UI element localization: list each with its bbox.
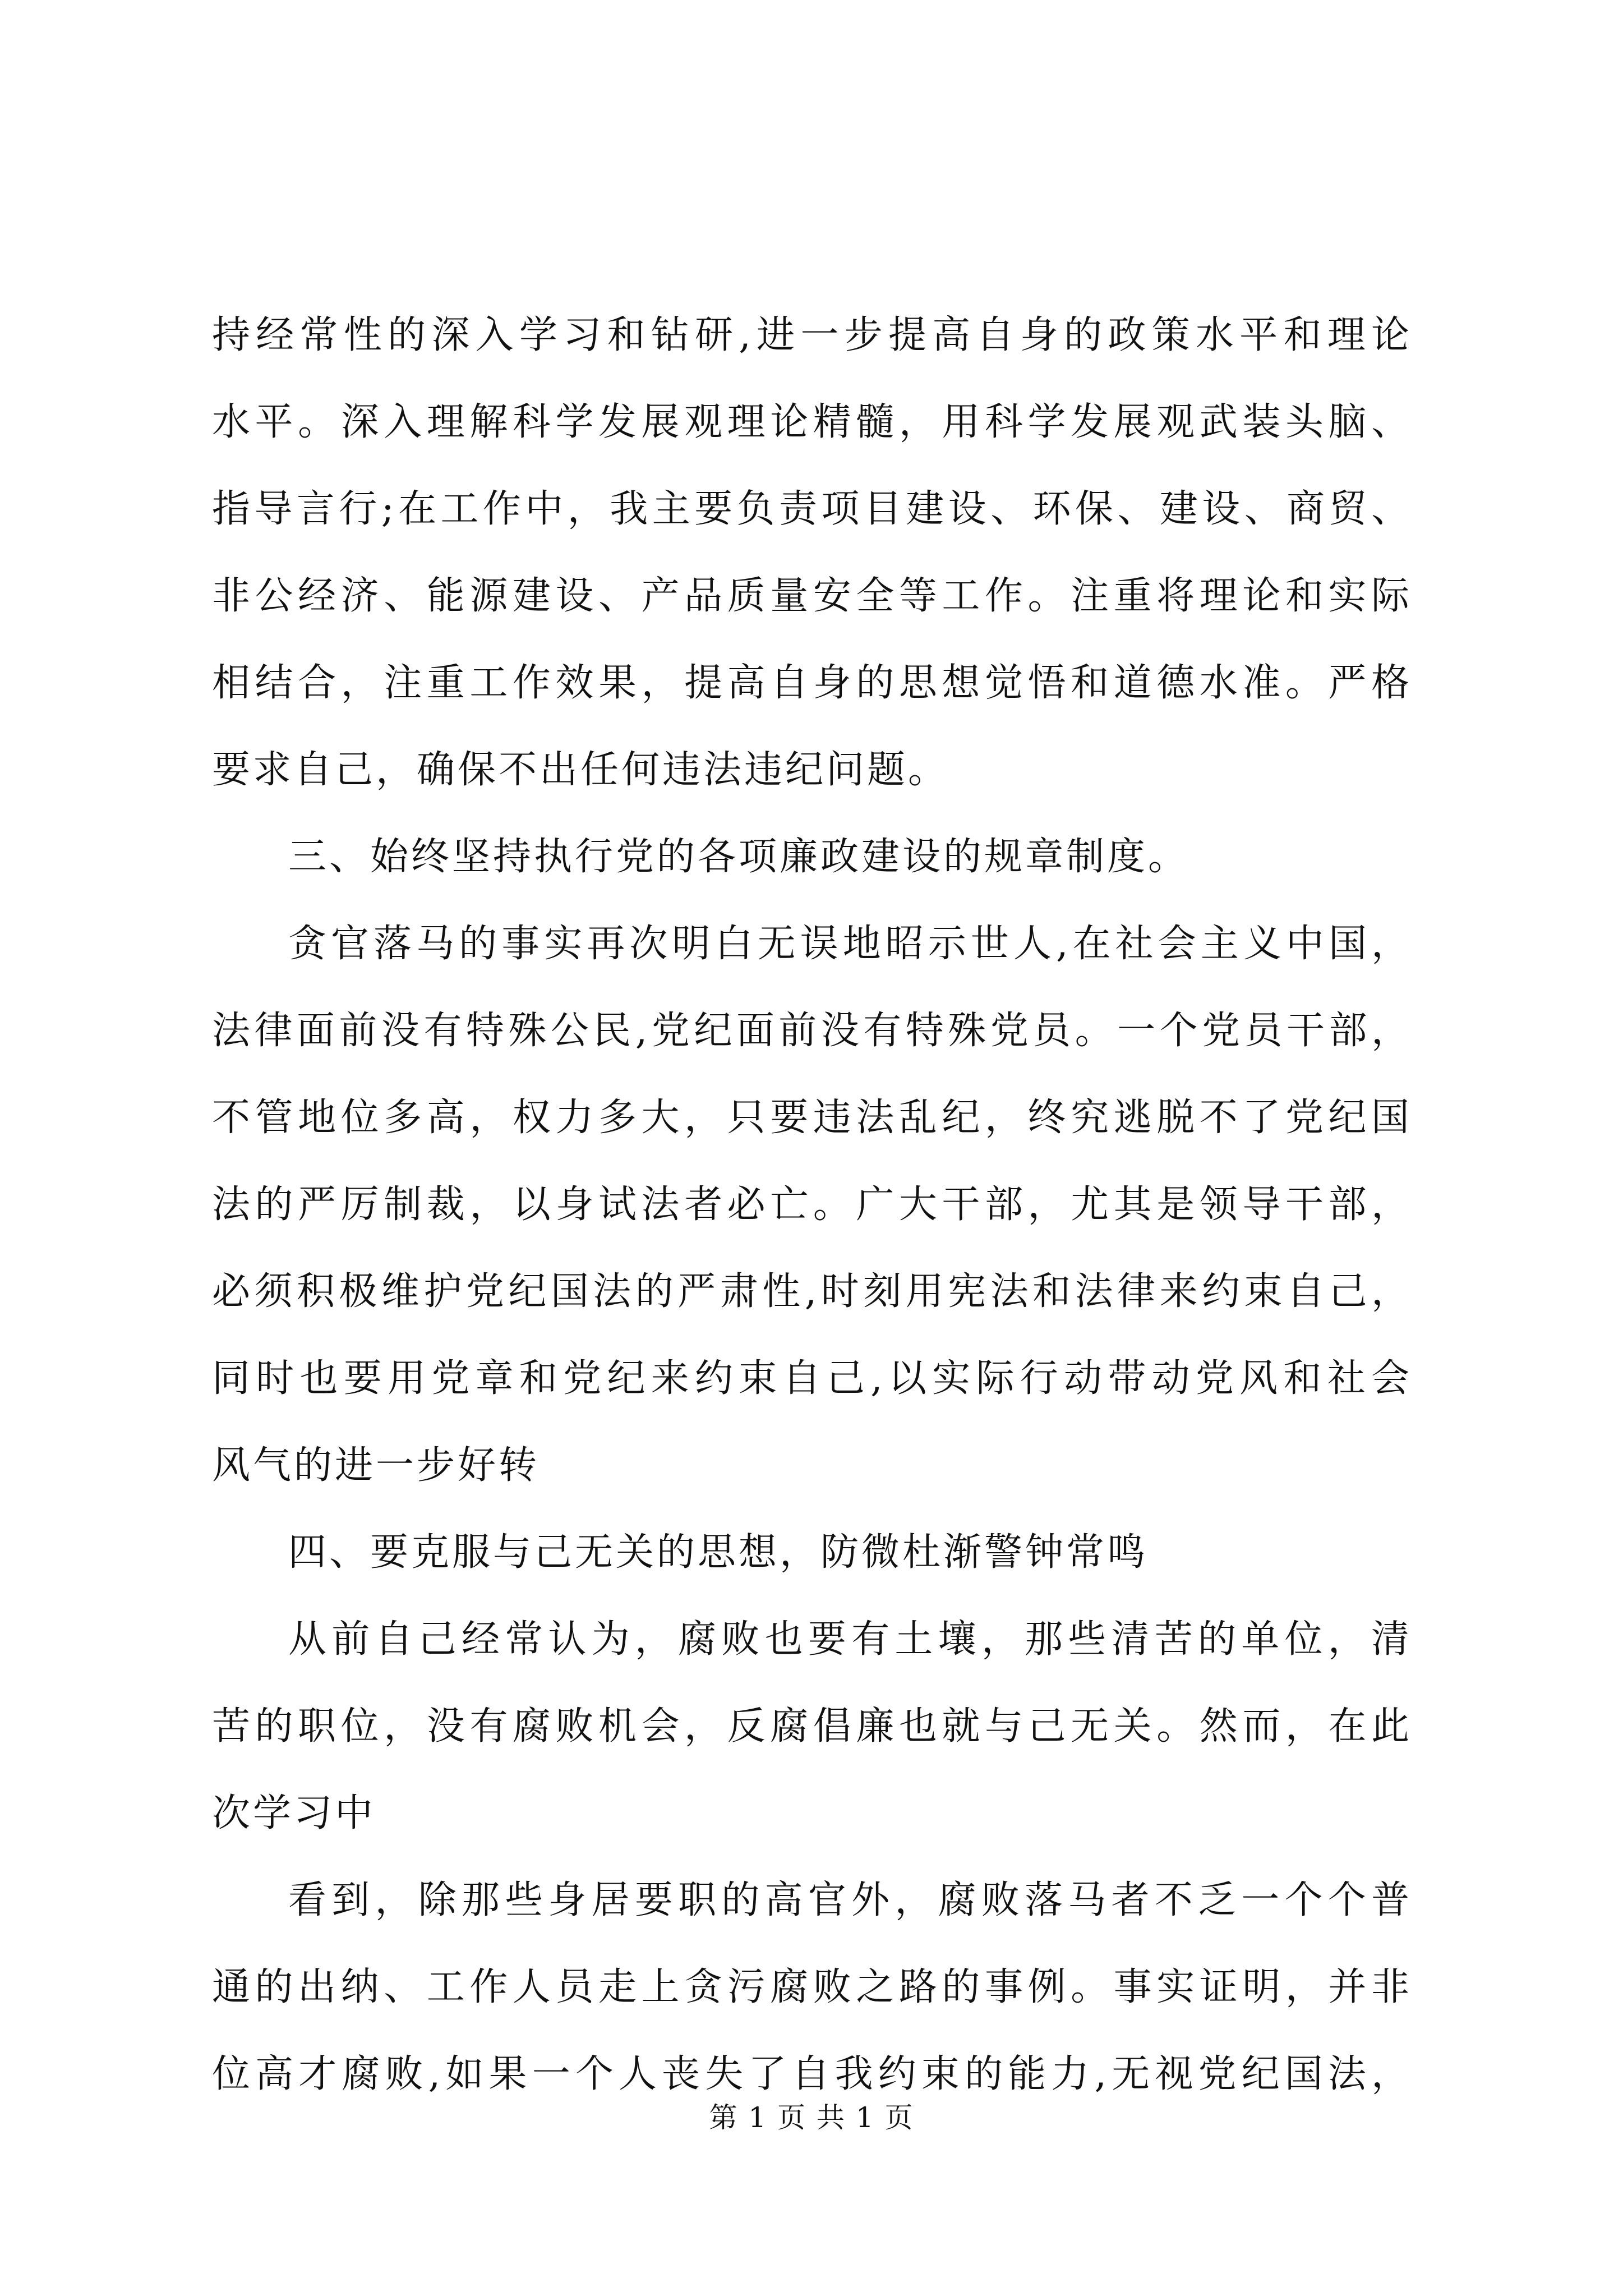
text-line: 通的出纳、工作人员走上贪污腐败之路的事例。事实证明，并非 <box>212 1965 1412 2009</box>
text-line: 苦的职位，没有腐败机会，反腐倡廉也就与己无关。然而，在此 <box>212 1704 1412 1749</box>
text-line: 四、要克服与己无关的思想，防微杜渐警钟常鸣 <box>288 1530 1149 1575</box>
text-line: 三、始终坚持执行党的各项廉政建设的规章制度。 <box>288 835 1189 879</box>
text-line: 非公经济、能源建设、产品质量安全等工作。注重将理论和实际 <box>212 574 1412 618</box>
text-line: 风气的进一步好转 <box>212 1443 540 1488</box>
text-line: 从前自己经常认为，腐败也要有土壤，那些清苦的单位，清 <box>288 1617 1412 1662</box>
text-line: 必须积极维护党纪国法的严肃性,时刻用宪法和法律来约束自己， <box>212 1269 1412 1314</box>
text-line: 位高才腐败,如果一个人丧失了自我约束的能力,无视党纪国法， <box>212 2052 1412 2096</box>
document-body <box>212 292 1412 2118</box>
text-line: 贪官落马的事实再次明白无误地昭示世人,在社会主义中国， <box>288 922 1412 966</box>
text-line: 水平。深入理解科学发展观理论精髓，用科学发展观武装头脑、 <box>212 400 1412 444</box>
text-line: 看到，除那些身居要职的高官外，腐败落马者不乏一个个普 <box>288 1878 1412 1922</box>
text-line: 法律面前没有特殊公民,党纪面前没有特殊党员。一个党员干部， <box>212 1009 1412 1053</box>
text-line: 次学习中 <box>212 1791 376 1835</box>
text-line: 相结合，注重工作效果，提高自身的思想觉悟和道德水准。严格 <box>212 661 1412 705</box>
text-line: 同时也要用党章和党纪来约束自己,以实际行动带动党风和社会 <box>212 1356 1412 1401</box>
text-line: 持经常性的深入学习和钻研,进一步提高自身的政策水平和理论 <box>212 313 1412 357</box>
text-line: 法的严厉制裁，以身试法者必亡。广大干部，尤其是领导干部， <box>212 1182 1412 1227</box>
page-footer: 第 1 页 共 1 页 <box>709 2101 914 2134</box>
text-line: 不管地位多高，权力多大，只要违法乱纪，终究逃脱不了党纪国 <box>212 1096 1412 1140</box>
text-line: 指导言行;在工作中，我主要负责项目建设、环保、建设、商贸、 <box>212 487 1412 531</box>
text-line: 要求自己，确保不出任何违法违纪问题。 <box>212 748 949 792</box>
